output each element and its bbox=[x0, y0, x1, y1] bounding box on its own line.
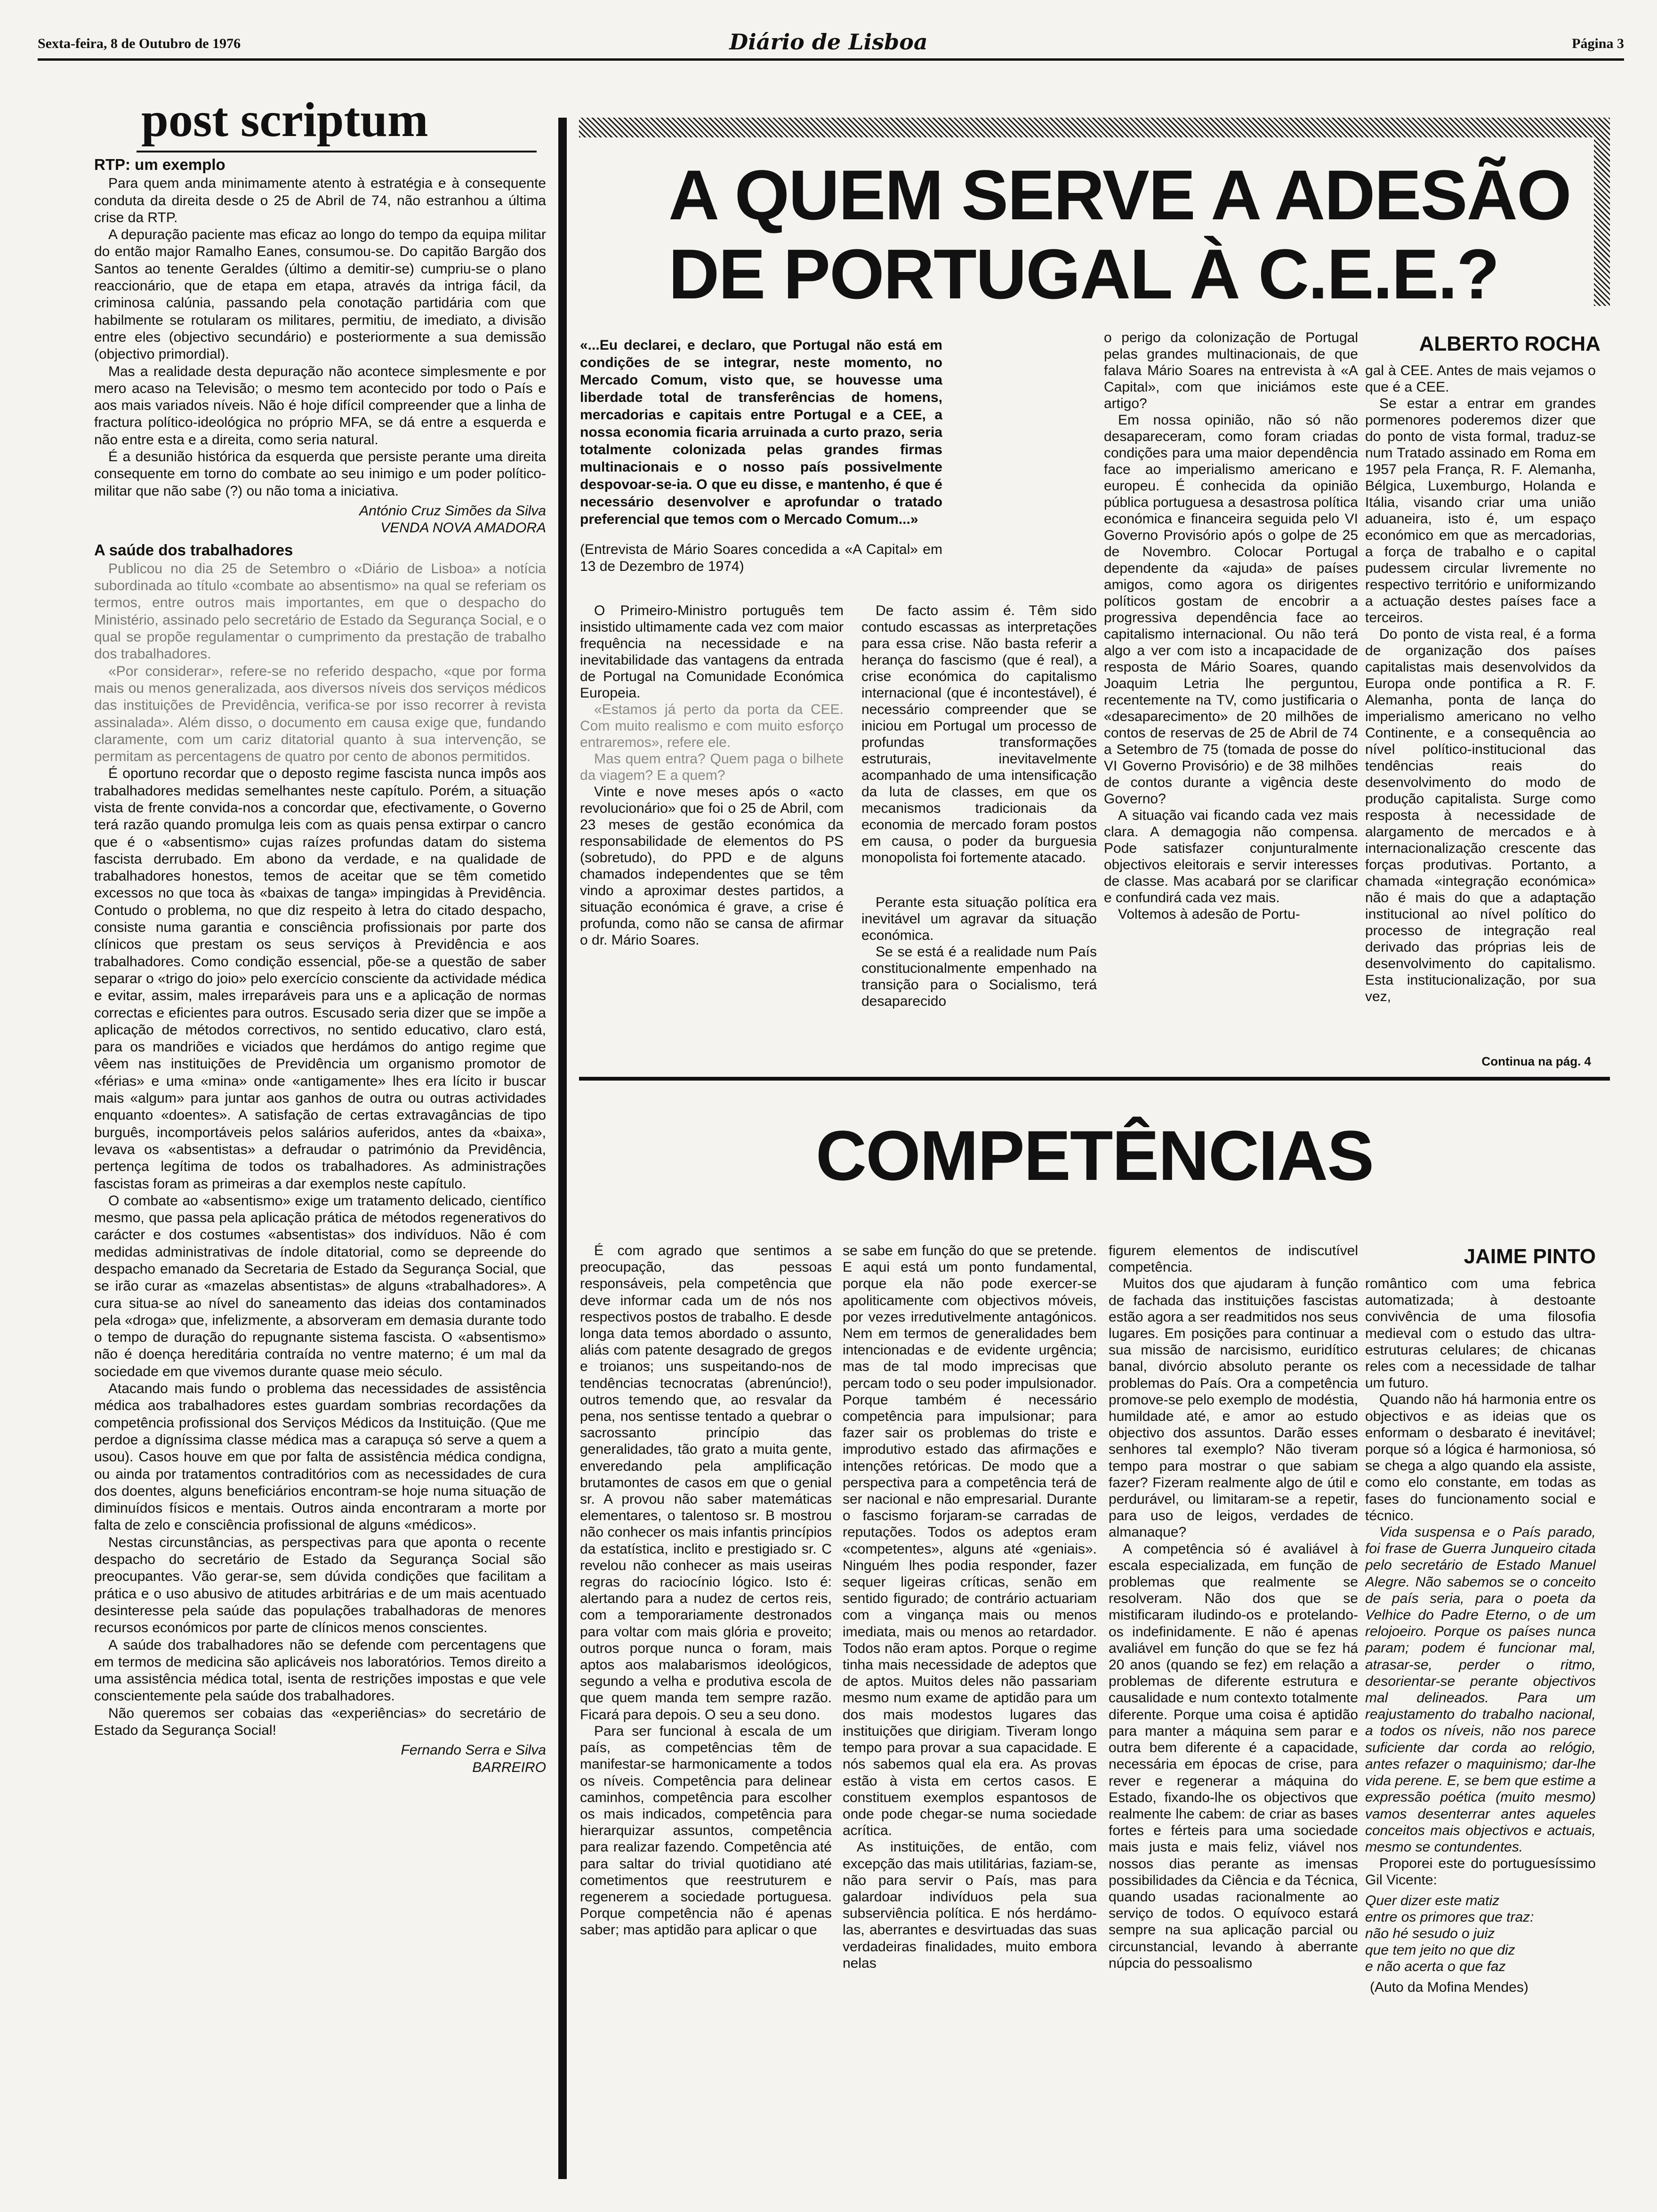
cee-paragraph: Se se está é a realidade num País constitucionalmente empenhado na transição para o Socialismo, terá desaparecido bbox=[861, 944, 1097, 1009]
cee-paragraph: Vinte e nove meses após o «acto revolucionário» que foi o 25 de Abril, com 23 meses de gestão económica da responsabilidade de elementos do PS (sobretudo), do PPD e de alguns chamados independentes que se têm vindo a aproximar destes partidos, a situação económica é grave, a crise é profunda, como não se cansa de afirmar o dr. Mário Soares. bbox=[580, 784, 844, 948]
ps-section2-paragraph: «Por considerar», refere-se no referido despacho, «que por forma mais ou menos generalizada, aos diversos níveis dos serviços médicos das instituições de Previdência, verifica-se por isso recorrer à revista assinalada». Além disso, o documento em causa exige que, fundando claramente, com um cariz ditatorial quanto à sua intervenção, se permitam as percentagens de quatro por cento de abonos permitidos. bbox=[94, 663, 546, 765]
comp-paragraph: Quando não há harmonia entre os objectivos e as ideias que os enformam o desbarato é inevitável; porque só a lógica é harmoniosa, só se chega a algo quando ela assiste, como elo constante, em todas as fases do funcionamento social e técnico. bbox=[1365, 1392, 1596, 1523]
cee-author: ALBERTO ROCHA bbox=[1419, 332, 1601, 355]
comp-column-4 bbox=[1365, 1275, 1596, 2193]
cee-paragraph: Em nossa opinião, não só não desapareceram, como foram criadas condições para uma maior dependência face ao imperialismo americano e europeu. É conhecida da opinião pública portuguesa a desastrosa política económica e financeira seguida pelo VI Governo Provisório após o golpe de 25 de Novembro. Colocar Portugal dependente da «ajuda» de países amigos, como agora os dirigentes políticos gostam de encobrir a progressiva dependência face ao capitalismo internacional. Ou não terá algo a ver com isto a incapacidade de resposta de Mário Soares, quando Joaquim Letria lhe perguntou, recentemente na TV, como justificaria o «desaparecimento» de 20 milhões de contos de reservas de 25 de Abril de 74 a Setembro de 75 (tomada de posse do VI Governo Provisório) e de 38 milhões de contos durante a vigência deste Governo? bbox=[1104, 412, 1358, 807]
cee-hatch-border-right bbox=[1594, 118, 1610, 306]
column-divider bbox=[558, 118, 567, 2179]
cee-paragraph: De facto assim é. Têm sido contudo escassas as interpretações para essa crise. Não basta referir a herança do fascismo (que é real), a crise económica do capitalismo internacional (que é incontestável), é necessário compreender que se iniciou em Portugal um processo de profundas transformações estruturais, inevitavelmente acompanhado de uma intensificação da luta de classes, em que os mecanismos tradicionais da economia de mercado foram postos em causa, o poder da burguesia monopolista foi fortemente atacado. bbox=[861, 603, 1097, 866]
comp-paragraph: figurem elementos de indiscutível competência. bbox=[1109, 1243, 1358, 1275]
comp-paragraph: Para ser funcional à escala de um país, as competências têm de manifestar-se harmonicamente a todos os níveis. Competência para delinear caminhos, competência para escolher os mais indicados, competência para hierarquizar assuntos, competência para realizar fazendo. Competência até para saltar do trivial quotidiano até cometimentos que reestruturem e regenerem a sociedade portuguesa. Porque competência não é apenas saber; mas aptidão para aplicar o que bbox=[580, 1723, 832, 1938]
cee-column-4 bbox=[1365, 362, 1596, 1059]
comp-column-2 bbox=[843, 1242, 1097, 2193]
comp-column-1 bbox=[580, 1242, 832, 2193]
comp-paragraph: É com agrado que sentimos a preocupação, das pessoas responsáveis, pela competência que deve informar cada um de nós nos respectivos postos de trabalho. E desde longa data temos abordado o assunto, aliás com patente desagrado de gregos e troianos; uns suspeitando-nos de tendências tecnocratas (abrenúncio!), outros temendo que, ao resvalar da pena, nos sentisse tentado a quebrar o sacrossanto princípio das generalidades, tão grato a muita gente, enveredando pela amplificação brutamontes de casos em que o genial sr. A provou não saber matemáticas elementares, o talentoso sr. B mostrou não conhecer os mais infantis princípios da estatística, inclito e prestigiado sr. C revelou não conhecer as mais useiras regras do raciocínio lógico. Isto é: alertando para a nudez de certos reis, com a temporariamente destronados para voltar com mais glória e proveito; outros porque nunca o foram, mais aptos aos malabarismos ideológicos, segundo a velha e produtiva escola de que quem manda tem sempre razão. Ficará para depois. O seu a seu dono. bbox=[580, 1243, 832, 1723]
header-date: Sexta-feira, 8 de Outubro de 1976 bbox=[38, 36, 241, 51]
masthead: Diário de Lisboa bbox=[729, 29, 928, 55]
cee-hatch-border bbox=[579, 118, 1610, 137]
comp-poem-source: (Auto da Mofina Mendes) bbox=[1370, 1979, 1528, 1995]
ps-section2-paragraph: Nestas circunstâncias, as perspectivas para que aponta o recente despacho do secretário de Estado da Segurança Social são preocupantes. Vão gerar-se, sem dúvida condições que facilitam a prática e o uso abusivo de atitudes arbitrárias e de um mais acentuado desinteresse pela saúde das populações trabalhadoras de menores recursos económicos por parte de clínicos menos conscientes. bbox=[94, 1534, 546, 1636]
comp-poem-line: não hé sesudo o juiz bbox=[1365, 1925, 1495, 1941]
cee-quote-text: «...Eu declarei, e declaro, que Portugal não está em condições de se integrar, neste momento, no Mercado Comum, visto que, se houvesse uma liberdade total de transferências de homens, mercadorias e capitais entre Portugal e a CEE, a nossa economia ficaria arruinada a curto prazo, seria totalmente colonizada pelas grandes firmas multinacionais e o nosso país possivelmente despovoar-se-ia. O que eu disse, e mantenho, é que é necessário desenvolver e aprofundar o tratado preferencial que temos com o Mercado Comum...» bbox=[580, 337, 942, 527]
cee-headline-line: A QUEM SERVE A ADESÃO bbox=[668, 155, 1571, 234]
page-number: Página 3 bbox=[1572, 36, 1624, 51]
comp-paragraph: Proporei este do portuguesíssimo Gil Vicente: bbox=[1365, 1856, 1596, 1888]
ps-title-rule bbox=[137, 151, 537, 152]
comp-poem-line: entre os primores que traz: bbox=[1365, 1909, 1534, 1925]
cee-column-2 bbox=[861, 602, 1097, 1068]
cee-paragraph: Voltemos à adesão de Portu- bbox=[1118, 906, 1300, 922]
ps-section1-paragraph: Para quem anda minimamente atento à estratégia e à consequente conduta da direita desde o 25 de Abril de 74, não estranhou a última crise da RTP. bbox=[94, 176, 546, 225]
cee-bottom-rule bbox=[579, 1077, 1610, 1081]
ps-section2-paragraph: É oportuno recordar que o deposto regime fascista nunca impôs aos trabalhadores medidas semelhantes neste capítulo. Porém, a situação vista de frente convida-nos a concordar que, efectivamente, o Governo terá razão quando promulga leis com as quais pensa extirpar o cancro que é o «absentismo» cujas raízes profundas datam do sistema fascista derrubado. Em abono da verdade, e na qualidade de trabalhadores honestos, temos de aceitar que se têm cometido excessos no que toca às «baixas de tanga» impingidas à Previdência. Contudo o problema, no que diz respeito à letra do citado despacho, consiste numa garantia e consciência profissionais por parte dos clínicos que prestam os seus serviços à Previdência e aos trabalhadores. Como condição essencial, põe-se a questão de saber separar o «trigo do joio» pelo exercício consciente da actividade médica e evitar, assim, males irreparáveis para uns e a aplicação de normas correctas e eficientes para outros. Escusado seria dizer que se impõe a aplicação de métodos correctivos, no sentido educativo, claro está, para os mandriões e viciados que herdámos do antigo regime que vêem nas instituições de Previdência um organismo promotor de «férias» e uma «mina» onde «antigamente» lhes era lícito ir buscar mais «algum» para juntar aos ganhos de outra ou outras actividades enquanto «doentes». A satisfação de certas extravagâncias de tipo burguês, incomportáveis pelos salários auferidos, antes da «baixa», levava os «absentistas» a defraudar o património da Previdência, pertença legítima de todos os trabalhadores. As administrações fascistas foram as primeiras a dar exemplos neste capítulo. bbox=[94, 766, 546, 1192]
header-rule bbox=[38, 58, 1624, 61]
cee-paragraph: «Estamos já perto da porta da CEE. Com muito realismo e com muito esforço entraremos», refere ele. bbox=[580, 702, 844, 750]
cee-column-3 bbox=[1104, 329, 1358, 1068]
ps-section2-paragraph: A saúde dos trabalhadores não se defende com percentagens que em termos de medicina são aplicáveis nos laboratórios. Temos direito a uma assistência médica total, isenta de restrições impostas e que vele conscientemente pela saúde dos trabalhadores. bbox=[94, 1637, 546, 1704]
ps-section2-paragraph: O combate ao «absentismo» exige um tratamento delicado, científico mesmo, que passa pela aplicação prática de métodos regenerativos do carácter e dos costumes «absentistas» dos indivíduos. Não é com medidas administrativas de índole ditatorial, como se depreende do despacho emanado da Secretaria de Estado da Segurança Social, que se irão curar as «mazelas absentistas» de alguns «trabalhadores». A cura situa-se ao nível do saneamento das ideias dos contaminados pela «droga» que, infelizmente, a absorveram em demasia durante todo o tempo de duração do repugnante sistema fascista. O «absentismo» não é doença hereditária contraída no ventre materno; é um mal da sociedade em que vivemos durante quase meio século. bbox=[94, 1193, 546, 1379]
cee-paragraph: Mas quem entra? Quem paga o bilhete da viagem? E a quem? bbox=[580, 751, 844, 783]
comp-paragraph: romântico com uma febrica automatizada; à destoante convivência de uma filosofia medieval com o estudo das ultra-estruturas celulares; de chicanas reles com a necessidade de talhar um futuro. bbox=[1365, 1276, 1596, 1391]
comp-poem-line: e não acerta o que faz bbox=[1365, 1959, 1506, 1975]
cee-column-1 bbox=[580, 602, 844, 1068]
cee-paragraph: Perante esta situação política era inevitável um agravar da situação económica. bbox=[861, 895, 1097, 943]
cee-paragraph: gal à CEE. Antes de mais vejamos o que é a CEE. bbox=[1365, 363, 1596, 395]
ps-title: post scriptum bbox=[141, 93, 428, 147]
ps-section2-paragraph: Publicou no dia 25 de Setembro o «Diário de Lisboa» a notícia subordinada ao título «combate ao absentismo» na qual se referiam os termos, entre outros mais importantes, em que o despacho do Ministério, assinado pelo secretário de Estado da Segurança Social, e o qual se propõe regulamentar o cumprimento da prestação de trabalho dos trabalhadores. bbox=[94, 561, 546, 662]
cee-paragraph: O Primeiro-Ministro português tem insistido ultimamente cada vez com maior frequência na necessidade e na inevitabilidade das vantagens da entrada de Portugal na Comunidade Económica Europeia. bbox=[580, 603, 844, 701]
cee-quote bbox=[580, 337, 942, 539]
comp-author: JAIME PINTO bbox=[1464, 1245, 1596, 1268]
ps-section2-paragraph: Atacando mais fundo o problema das necessidades de assistência médica aos trabalhadores estes guardam sombrias recordações da competência profissional dos Serviços Médicos da Instituição. (Que me perdoe a digníssima classe médica mas a carapuça só serve a quem a usou). Casos houve em que por falta de assistência médica condigna, ou ainda por tratamentos contraditórios com as necessidades de cura dos doentes, alguns beneficiários encontram-se hoje numa situação de diminuídos físicos e mentais. Outros ainda encontraram a morte por falta de zelo e consciência profissional de alguns «médicos». bbox=[94, 1381, 546, 1533]
ps-section2-signer: Fernando Serra e Silva bbox=[401, 1742, 546, 1758]
ps-section1-signer: António Cruz Simões da Silva bbox=[359, 503, 546, 519]
ps-column bbox=[94, 156, 546, 2189]
cee-quote-source: (Entrevista de Mário Soares concedida a «A Capital» em 13 de Dezembro de 1974) bbox=[580, 542, 942, 574]
comp-paragraph: As instituições, de então, com excepção das mais utilitárias, faziam-se, não para servir o País, mas para galardoar indivíduos pela sua subserviência política. E nós herdámo-las, aberrantes e desvirtuadas das suas verdadeiras finalidades, muito embora nelas bbox=[843, 1839, 1097, 1971]
comp-headline: COMPETÊNCIAS bbox=[815, 1116, 1374, 1195]
comp-column-3 bbox=[1109, 1242, 1358, 2193]
ps-section1-paragraph: É a desunião histórica da esquerda que persiste perante uma direita consequente em torno do combate ao seu inimigo e um poder político-militar que não sabe (?) ou não toma a iniciativa. bbox=[94, 449, 546, 499]
ps-section1-paragraph: Mas a realidade desta depuração não acontece simplesmente e por mero acaso na Televisão; o mesmo tem acontecido por todo o País e aos mais variados níveis. Não é hoje difícil compreender que a linha de fractura político-ideológica no próprio MFA, se dá entre a esquerda e não entre esta e a direita, como seria natural. bbox=[94, 363, 546, 448]
comp-poem-line: que tem jeito no que diz bbox=[1365, 1942, 1515, 1958]
ps-section1-title: RTP: um exemplo bbox=[94, 156, 225, 173]
comp-paragraph: se sabe em função do que se pretende. E aqui está um ponto fundamental, porque ela não pode exercer-se apoliticamente com objectivos móveis, por vezes irredutivelmente antagónicos. Nem em termos de generalidades bem intencionadas e de evidente urgência; mas de tal modo imprecisas que percam todo o seu poder impulsionador. Porque também é necessário competência para impulsionar; para fazer sair os problemas do triste e improdutivo estado das afirmações e intenções retóricas. De modo que a perspectiva para a competência terá de ser nacional e não empresarial. Durante o fascismo forjaram-se carradas de reputações. Todos os adeptos eram «competentes», alguns até «geniais». Ninguém lhes podia responder, fazer sequer ligeiras críticas, senão em sentido figurado; de contrário actuariam com a vingança mais ou menos imediata, mais ou menos ao retardador. Todos não eram aptos. Porque o regime tinha mais necessidade de adeptos que de aptos. Muitos deles não passariam mesmo num exame de aptidão para um dos mais modestos lugares das instituições que dirigiam. Tiveram longo tempo para provar a sua capacidade. E nós sabemos qual ela era. As provas estão à vista em certos casos. E constituem exemplos espantosos de onde pode chegar-se numa sociedade acrítica. bbox=[843, 1243, 1097, 1839]
ps-section1-signature bbox=[94, 503, 546, 537]
ps-section2-paragraph: Não queremos ser cobaias das «experiências» do secretário de Estado da Segurança Social! bbox=[94, 1705, 546, 1739]
ps-section2-signature bbox=[94, 1742, 546, 1776]
page-header bbox=[38, 29, 1624, 57]
cee-headline bbox=[668, 155, 1591, 313]
comp-paragraph: A competência só é avaliável à escala especializada, em função de problemas que realmente se resolveram. Não dos que se mistificaram iludindo-os e protelando-os indefinidamente. E não é apenas avaliável em função do que se fez há 20 anos (quando se fez) em relação a problemas de diferente estrutura e causalidade e num contexto totalmente diferente. Porque uma coisa é aptidão para manter a máquina sem parar e outra bem diferente é a capacidade, necessária em épocas de crise, para rever e regenerar a máquina do Estado, fixando-lhe os objectivos que realmente lhe cabem: de criar as bases fortes e férteis para uma sociedade mais justa e mais feliz, viável nos nossos dias perante as imensas possibilidades da Ciência e da Técnica, quando usadas racionalmente ao serviço de todos. O equívoco estará sempre na sua aplicação parcial ou circunstancial, levando à aberrante núpcia do pessoalismo bbox=[1109, 1541, 1358, 1971]
cee-paragraph: Se estar a entrar em grandes pormenores poderemos dizer que do ponto de vista formal, traduz-se num Tratado assinado em Roma em 1957 pela França, R. F. Alemanha, Bélgica, Luxemburgo, Holanda e Itália, visando criar uma união aduaneira, isto é, um espaço económico em que as mercadorias, a força de trabalho e o capital pudessem circular livremente no respectivo território e uniformizando a actuação destes países face a terceiros. bbox=[1365, 396, 1596, 625]
ps-section1-place: VENDA NOVA AMADORA bbox=[380, 520, 546, 536]
ps-section2-title: A saúde dos trabalhadores bbox=[94, 541, 293, 559]
cee-paragraph: Do ponto de vista real, é a forma de organização dos países capitalistas mais desenvolvidos da Europa onde pontifica a R. F. Alemanha, ponta de lança do imperialismo americano no velho Continente, e a consequência ao nível político-institucional das tendências reais do desenvolvimento do modo de produção capitalista. Surge como resposta à necessidade de alargamento de mercados e à internacionalização crescente das forças produtivas. Portanto, a chamada «integração económica» não é mais do que a adaptação institucional ao nível político do processo de integração real derivado das próprias leis de desenvolvimento do capitalismo. Esta institucionalização, por sua vez, bbox=[1365, 626, 1596, 1004]
cee-paragraph: A situação vai ficando cada vez mais clara. A demagogia não compensa. Pode satisfazer conjunturalmente objectivos eleitorais e servir interesses de classe. Mas acabará por se clarificar e confundirá cada vez mais. bbox=[1104, 808, 1358, 906]
comp-poem-line: Quer dizer este matiz bbox=[1365, 1892, 1500, 1908]
comp-poem bbox=[1365, 1892, 1596, 1975]
ps-section2-place: BARREIRO bbox=[472, 1759, 546, 1775]
cee-paragraph: o perigo da colonização de Portugal pelas grandes multinacionais, de que falava Mário Soares na entrevista à «A Capital», com que iniciámos este artigo? bbox=[1104, 330, 1358, 411]
cee-headline-line: DE PORTUGAL À C.E.E.? bbox=[668, 234, 1499, 313]
comp-paragraph: Muitos dos que ajudaram à função de fachada das instituições fascistas estão agora a ser readmitidos nos seus lugares. Em posições para continuar a sua missão de narcisismo, euridítico banal, divórcio absoluto perante os problemas do País. Ora a competência promove-se pelo exemplo de modéstia, humildade até, e amor ao estudo objectivo dos assuntos. Darão esses senhores tal exemplo? Não tiveram tempo para mostrar o que sabiam fazer? Fizeram realmente algo de útil e perdurável, ou limitaram-se a repetir, para uso de leigos, verdades de almanaque? bbox=[1109, 1276, 1358, 1540]
ps-section1-paragraph: A depuração paciente mas eficaz ao longo do tempo da equipa militar do então major Ramalho Eanes, consumou-se. Do capitão Bargão dos Santos ao tenente Geraldes (último a demitir-se) cumpriu-se o plano reaccionário, que de etapa em etapa, através da intriga fácil, da criminosa calúnia, passando pela conotação partidária com que habilmente se rotularam os militares, permitiu, de imediato, a divisão entre eles (objectivo secundário) e posteriormente a sua demissão (objectivo primordial). bbox=[94, 227, 546, 362]
comp-paragraph: Vida suspensa e o País parado, foi frase de Guerra Junqueiro citada pelo secretário de Estado Manuel Alegre. Não sabemos se o conceito de país seria, para o poeta da Velhice do Padre Eterno, o de um relojoeiro. Porque os países nunca param; podem é funcionar mal, atrasar-se, perder o ritmo, desorientar-se perante objectivos mal delineados. Para um reajustamento do trabalho nacional, a todos os níveis, não nos parece suficiente dar corda ao relógio, antes refazer o maquinismo; dar-lhe vida perene. E, se bem que estime a expressão poética (muito mesmo) vamos desenterrar antes aqueles conceitos mais objectivos e actuais, mesmo se contundentes. bbox=[1365, 1524, 1596, 1855]
cee-continues-link[interactable]: Continua na pág. 4 bbox=[1481, 1054, 1591, 1068]
